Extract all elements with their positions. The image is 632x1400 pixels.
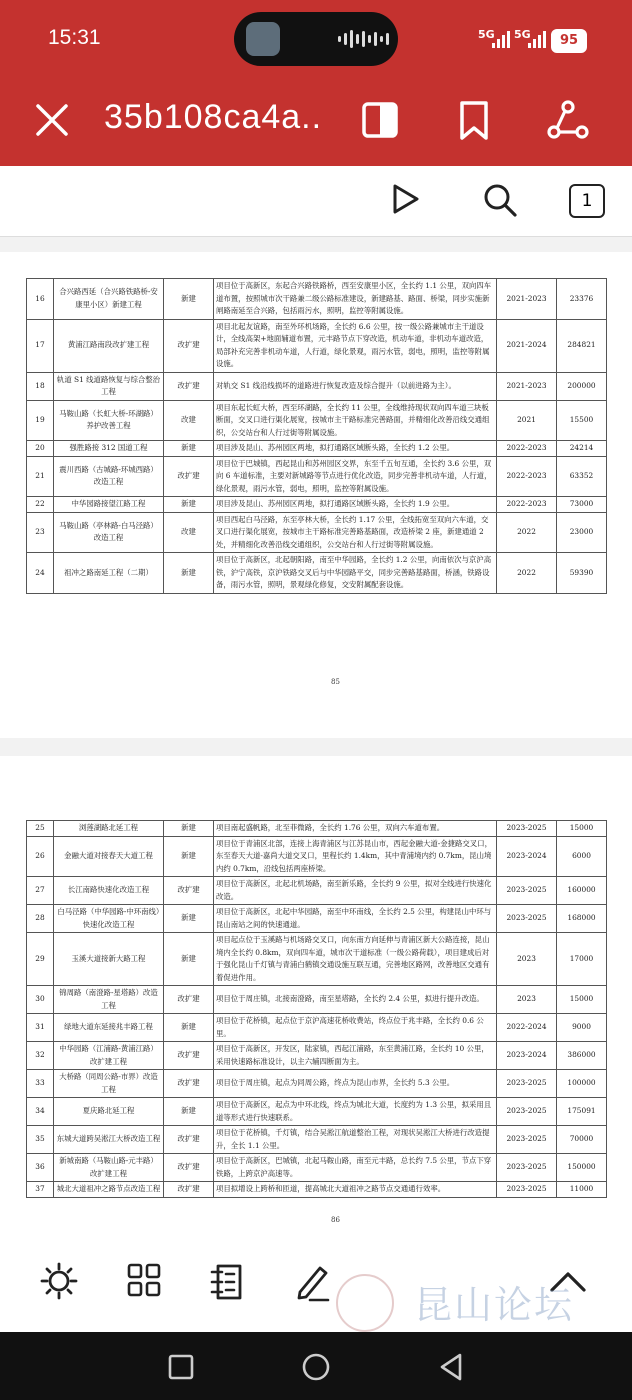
project-name-cell: 金融大道对接春天大道工程 bbox=[54, 836, 164, 877]
reading-mode-icon[interactable] bbox=[358, 98, 402, 142]
row-number-cell: 34 bbox=[27, 1098, 54, 1126]
project-description-cell: 项目位于花桥镇，起点位于京沪高速花桥收费站，终点位于兆丰路，全长约 0.6 公里。 bbox=[214, 1014, 497, 1042]
investment-amount-cell: 284821 bbox=[557, 319, 607, 372]
project-description-cell: 项目位于周庄镇，北接南澄路，南至星塔路，全长约 2.4 公里，拟进行提升改造。 bbox=[214, 986, 497, 1014]
project-description-cell: 项目位于花桥镇，千灯镇，结合吴淞江航道整治工程，对现状吴淞江大桥进行改造提升，全长 1.1 公里。 bbox=[214, 1126, 497, 1154]
construction-type-cell: 改扩建 bbox=[164, 456, 214, 497]
row-number-cell: 32 bbox=[27, 1042, 54, 1070]
recent-apps-icon[interactable] bbox=[168, 1354, 194, 1380]
table-row bbox=[27, 512, 607, 553]
table-row bbox=[27, 821, 607, 837]
project-name-cell: 长江南路快速化改造工程 bbox=[54, 877, 164, 905]
construction-type-cell: 新建 bbox=[164, 1098, 214, 1126]
table-row bbox=[27, 456, 607, 497]
project-name-cell: 合兴路西延（合兴路铁路桥-安康里小区）新建工程 bbox=[54, 279, 164, 320]
thumbnails-grid-icon[interactable] bbox=[126, 1262, 162, 1298]
project-description-cell: 项目位于高新区，开发区，陆家镇，西起江浦路，东至黄浦江路，全长约 10 公里，采用快速路标准设计，以主六辅四断面为主。 bbox=[214, 1042, 497, 1070]
row-number-cell: 28 bbox=[27, 905, 54, 933]
document-page-86 bbox=[0, 756, 632, 1236]
construction-type-cell: 新建 bbox=[164, 836, 214, 877]
row-number-cell: 30 bbox=[27, 986, 54, 1014]
construction-type-cell: 新建 bbox=[164, 905, 214, 933]
construction-type-cell: 新建 bbox=[164, 553, 214, 594]
table-row bbox=[27, 279, 607, 320]
construction-period-cell: 2023-2025 bbox=[497, 1126, 557, 1154]
investment-amount-cell: 24214 bbox=[557, 441, 607, 457]
project-name-cell: 中华园路接望江路工程 bbox=[54, 497, 164, 513]
row-number-cell: 31 bbox=[27, 1014, 54, 1042]
construction-period-cell: 2021-2023 bbox=[497, 279, 557, 320]
construction-period-cell: 2022 bbox=[497, 553, 557, 594]
project-name-cell: 祖冲之路南延工程（二期） bbox=[54, 553, 164, 594]
investment-amount-cell: 175091 bbox=[557, 1098, 607, 1126]
row-number-cell: 24 bbox=[27, 553, 54, 594]
table-row bbox=[27, 933, 607, 986]
construction-period-cell: 2022-2023 bbox=[497, 441, 557, 457]
share-icon[interactable] bbox=[546, 98, 590, 142]
construction-type-cell: 改扩建 bbox=[164, 1182, 214, 1198]
row-number-cell: 21 bbox=[27, 456, 54, 497]
construction-period-cell: 2023-2025 bbox=[497, 1182, 557, 1198]
project-name-cell: 轨道 S1 线道路恢复与综合整治工程 bbox=[54, 372, 164, 400]
row-number-cell: 35 bbox=[27, 1126, 54, 1154]
investment-amount-cell: 386000 bbox=[557, 1042, 607, 1070]
construction-type-cell: 改扩建 bbox=[164, 986, 214, 1014]
construction-period-cell: 2023-2025 bbox=[497, 821, 557, 837]
construction-type-cell: 新建 bbox=[164, 497, 214, 513]
document-title: 35b108ca4a.. bbox=[104, 98, 323, 136]
row-number-cell: 17 bbox=[27, 319, 54, 372]
construction-period-cell: 2022-2023 bbox=[497, 497, 557, 513]
status-time: 15:31 bbox=[48, 26, 101, 49]
project-description-cell: 项目位于高新区，北起朝阳路，南至中华园路，全长约 1.2 公里，向南依次与京沪高铁，沪宁高铁，京沪铁路交叉后与中华园路平交，同步完善路基路面，桥涵，铁路设备，雨污水管，照明，景观绿化修复，交安附属配套设施。 bbox=[214, 553, 497, 594]
projects-table-page-85 bbox=[26, 278, 607, 594]
audio-wave-icon bbox=[338, 29, 389, 49]
system-navigation-bar bbox=[0, 1332, 632, 1400]
table-row bbox=[27, 497, 607, 513]
status-bar bbox=[0, 0, 632, 80]
construction-period-cell: 2022-2023 bbox=[497, 456, 557, 497]
construction-period-cell: 2022 bbox=[497, 512, 557, 553]
investment-amount-cell: 6000 bbox=[557, 836, 607, 877]
table-row bbox=[27, 877, 607, 905]
table-row bbox=[27, 441, 607, 457]
battery-icon: 95 bbox=[551, 29, 587, 53]
investment-amount-cell: 200000 bbox=[557, 372, 607, 400]
row-number-cell: 19 bbox=[27, 400, 54, 441]
project-description-cell: 项目位于高新区，东起合兴路铁路桥，西至安康里小区，全长约 1.1 公里，双向四车道布置，按照城市次干路兼二级公路标准建设，新建路基、路面、桥梁，同步实施新闸路南延至合兴路，包括雨污水，照明，监控等附属设施。 bbox=[214, 279, 497, 320]
row-number-cell: 37 bbox=[27, 1182, 54, 1198]
project-name-cell: 夏庆路北延工程 bbox=[54, 1098, 164, 1126]
projects-table-page-86 bbox=[26, 820, 607, 1198]
project-description-cell: 项目拟增设上跨桥和匝道，提高城北大道祖冲之路节点交通通行效率。 bbox=[214, 1182, 497, 1198]
search-icon[interactable] bbox=[482, 182, 518, 218]
project-name-cell: 玉溪大道接新大路工程 bbox=[54, 933, 164, 986]
project-name-cell: 白马泾路（中华园路-中环南线）快速化改造工程 bbox=[54, 905, 164, 933]
table-row bbox=[27, 319, 607, 372]
construction-type-cell: 新建 bbox=[164, 821, 214, 837]
construction-period-cell: 2023-2025 bbox=[497, 1070, 557, 1098]
table-row bbox=[27, 1154, 607, 1182]
construction-period-cell: 2023 bbox=[497, 986, 557, 1014]
page-indicator-button[interactable]: 1 bbox=[569, 184, 605, 218]
annotate-pen-icon[interactable] bbox=[294, 1262, 332, 1302]
project-name-cell: 大桥路（同周公路-市界）改造工程 bbox=[54, 1070, 164, 1098]
construction-period-cell: 2021-2024 bbox=[497, 319, 557, 372]
project-description-cell: 项目西起白马泾路，东至亭林大桥，全长约 1.17 公里，全线拓宽至双向六车道，交叉口进行渠化展宽，按城市主干路标准完善路基路面，改造桥梁 2 座，新建通道 2 处，并精细化改善沿线交通组织，公交站台和人行过街等附属设施。 bbox=[214, 512, 497, 553]
row-number-cell: 23 bbox=[27, 512, 54, 553]
construction-type-cell: 新建 bbox=[164, 1014, 214, 1042]
project-description-cell: 项目涉及昆山、苏州园区两地，拟打通路区域断头路，全长约 1.9 公里。 bbox=[214, 497, 497, 513]
table-row bbox=[27, 1182, 607, 1198]
signal-strength-icon-2 bbox=[528, 30, 546, 48]
project-name-cell: 东城大道跨吴淞江大桥改造工程 bbox=[54, 1126, 164, 1154]
investment-amount-cell: 15000 bbox=[557, 821, 607, 837]
table-row bbox=[27, 372, 607, 400]
table-row bbox=[27, 1098, 607, 1126]
construction-type-cell: 改扩建 bbox=[164, 1070, 214, 1098]
investment-amount-cell: 73000 bbox=[557, 497, 607, 513]
row-number-cell: 26 bbox=[27, 836, 54, 877]
investment-amount-cell: 23376 bbox=[557, 279, 607, 320]
investment-amount-cell: 15500 bbox=[557, 400, 607, 441]
construction-period-cell: 2021-2023 bbox=[497, 372, 557, 400]
project-name-cell: 强胜路接 312 国道工程 bbox=[54, 441, 164, 457]
construction-period-cell: 2023-2025 bbox=[497, 905, 557, 933]
construction-type-cell: 改扩建 bbox=[164, 319, 214, 372]
row-number-cell: 18 bbox=[27, 372, 54, 400]
project-description-cell: 项目位于周庄镇，起点为同周公路，终点为昆山市界，全长约 5.3 公里。 bbox=[214, 1070, 497, 1098]
construction-type-cell: 新建 bbox=[164, 279, 214, 320]
construction-period-cell: 2023-2025 bbox=[497, 1098, 557, 1126]
project-description-cell: 项目位于高新区，北起中华园路，南至中环南线，全长约 2.5 公里，构建昆山中环与昆山南站之间的快速通道。 bbox=[214, 905, 497, 933]
project-name-cell: 马鞍山路（亭林路-白马泾路）改造工程 bbox=[54, 512, 164, 553]
project-description-cell: 项目北起友谊路，南至外环机场路，全长约 6.6 公里，按一级公路兼城市主干道设计，全线高架+地面辅道布置，元丰路节点下穿改造，机动车道，非机动车道改造，局部补充完善非机动车道，人行道，绿化景观，雨污水管，弱电，照明，监控等附属设施。 bbox=[214, 319, 497, 372]
construction-period-cell: 2022-2024 bbox=[497, 1014, 557, 1042]
project-description-cell: 项目起点位于玉溪路与机场路交叉口，向东南方向延伸与青浦区新大公路连接，昆山境内全长约 0.8km，双向四车道，城市次干道标准（一级公路荷载），项目建成后对于强化昆山千灯镇与青浦白鹤镇交通设施互联互通，完善地区路网，改善地区交通有着促进作用。 bbox=[214, 933, 497, 986]
construction-period-cell: 2021 bbox=[497, 400, 557, 441]
forum-watermark bbox=[336, 1272, 632, 1332]
row-number-cell: 25 bbox=[27, 821, 54, 837]
row-number-cell: 27 bbox=[27, 877, 54, 905]
construction-period-cell: 2023-2024 bbox=[497, 836, 557, 877]
construction-type-cell: 改扩建 bbox=[164, 877, 214, 905]
table-row bbox=[27, 1126, 607, 1154]
investment-amount-cell: 15000 bbox=[557, 986, 607, 1014]
table-row bbox=[27, 1014, 607, 1042]
investment-amount-cell: 11000 bbox=[557, 1182, 607, 1198]
project-description-cell: 项目位于青浦区北部，连接上海青浦区与江苏昆山市，西起金融大道-金捷路交叉口，东至春天大道-嘉尚大道交叉口，里程长约 1.4km，其中青浦境内约 0.7km，昆山境内约 0.7km，沿线包括两座桥梁。 bbox=[214, 836, 497, 877]
investment-amount-cell: 63352 bbox=[557, 456, 607, 497]
investment-amount-cell: 168000 bbox=[557, 905, 607, 933]
construction-type-cell: 新建 bbox=[164, 441, 214, 457]
table-row bbox=[27, 553, 607, 594]
investment-amount-cell: 9000 bbox=[557, 1014, 607, 1042]
construction-period-cell: 2023-2025 bbox=[497, 1154, 557, 1182]
construction-type-cell: 改建 bbox=[164, 512, 214, 553]
investment-amount-cell: 100000 bbox=[557, 1070, 607, 1098]
investment-amount-cell: 23000 bbox=[557, 512, 607, 553]
close-icon[interactable] bbox=[30, 98, 74, 142]
brightness-icon[interactable] bbox=[40, 1262, 78, 1300]
network-5g-label-2: 5G bbox=[514, 28, 531, 41]
row-number-cell: 36 bbox=[27, 1154, 54, 1182]
construction-type-cell: 改扩建 bbox=[164, 1154, 214, 1182]
bookmark-icon[interactable] bbox=[452, 98, 496, 142]
table-row bbox=[27, 1070, 607, 1098]
home-icon[interactable] bbox=[301, 1352, 331, 1382]
investment-amount-cell: 160000 bbox=[557, 877, 607, 905]
play-icon[interactable] bbox=[388, 182, 422, 216]
row-number-cell: 20 bbox=[27, 441, 54, 457]
project-description-cell: 项目东起长虹大桥，西至环湖路，全长约 11 公里，全线维持现状双向四车道三块板断面，交叉口进行渠化展宽，按城市主干路标准完善路面，并精细化改善沿线交通组织，公交站台和人行过街等附属设施。 bbox=[214, 400, 497, 441]
watermark-text: 昆山论坛 bbox=[414, 1283, 575, 1327]
row-number-cell: 22 bbox=[27, 497, 54, 513]
project-name-cell: 新城南路（马鞍山路-元丰路）改扩建工程 bbox=[54, 1154, 164, 1182]
row-number-cell: 33 bbox=[27, 1070, 54, 1098]
construction-period-cell: 2023-2024 bbox=[497, 1042, 557, 1070]
page-number: 86 bbox=[331, 1216, 340, 1224]
project-name-cell: 中华园路（江浦路-黄浦江路）改扩建工程 bbox=[54, 1042, 164, 1070]
watermark-logo bbox=[336, 1274, 394, 1332]
project-description-cell: 项目位于巴城镇，西起昆山和苏州园区交界，东至千五旬互通，全长约 3.6 公里，双向 6 车道标准，主要对新城路等节点进行优化改造，同步完善非机动车道，人行道，绿化景观，雨污水管，弱电，照明，监控等附属设施。 bbox=[214, 456, 497, 497]
investment-amount-cell: 150000 bbox=[557, 1154, 607, 1182]
construction-type-cell: 改建 bbox=[164, 400, 214, 441]
investment-amount-cell: 59390 bbox=[557, 553, 607, 594]
table-row bbox=[27, 986, 607, 1014]
project-name-cell: 黄浦江路南段改扩建工程 bbox=[54, 319, 164, 372]
project-name-cell: 锦周路（南澄路-星塔路）改造工程 bbox=[54, 986, 164, 1014]
investment-amount-cell: 70000 bbox=[557, 1126, 607, 1154]
row-number-cell: 16 bbox=[27, 279, 54, 320]
network-5g-label: 5G bbox=[478, 28, 495, 41]
document-page-85 bbox=[0, 252, 632, 738]
table-row bbox=[27, 836, 607, 877]
page-number: 85 bbox=[331, 678, 340, 686]
project-name-cell: 浏莲湖路北延工程 bbox=[54, 821, 164, 837]
construction-period-cell: 2023 bbox=[497, 933, 557, 986]
construction-type-cell: 改扩建 bbox=[164, 1042, 214, 1070]
construction-period-cell: 2023-2025 bbox=[497, 877, 557, 905]
project-description-cell: 项目位于高新区，起点为中环北线，终点为城北大道，长度约为 1.3 公里，拟采用且道等形式进行快速联系。 bbox=[214, 1098, 497, 1126]
table-row bbox=[27, 1042, 607, 1070]
back-icon[interactable] bbox=[438, 1352, 464, 1382]
table-row bbox=[27, 400, 607, 441]
construction-type-cell: 改扩建 bbox=[164, 372, 214, 400]
construction-type-cell: 新建 bbox=[164, 933, 214, 986]
project-description-cell: 项目位于高新区，北起北机场路，南至新乐路，全长约 9 公里，拟对全线进行快速化改造。 bbox=[214, 877, 497, 905]
table-of-contents-icon[interactable] bbox=[208, 1262, 246, 1302]
project-name-cell: 震川西路（古城路-环城西路）改造工程 bbox=[54, 456, 164, 497]
app-header bbox=[0, 80, 632, 166]
music-app-icon bbox=[246, 22, 280, 56]
investment-amount-cell: 17000 bbox=[557, 933, 607, 986]
project-name-cell: 绿地大道东延接兆丰路工程 bbox=[54, 1014, 164, 1042]
project-name-cell: 马鞍山路（长虹大桥-环湖路）养护改善工程 bbox=[54, 400, 164, 441]
project-description-cell: 对轨交 S1 线沿线损坏的道路进行恢复改造及综合提升（以前进路为主）。 bbox=[214, 372, 497, 400]
construction-type-cell: 改扩建 bbox=[164, 1126, 214, 1154]
row-number-cell: 29 bbox=[27, 933, 54, 986]
document-toolbar bbox=[0, 166, 632, 237]
dynamic-island[interactable] bbox=[234, 12, 398, 66]
project-description-cell: 项目位于高新区，巴城镇，北起马鞍山路，南至元丰路，总长约 7.5 公里，节点下穿铁路，上跨京沪高速等。 bbox=[214, 1154, 497, 1182]
table-row bbox=[27, 905, 607, 933]
project-name-cell: 城北大道祖冲之路节点改造工程 bbox=[54, 1182, 164, 1198]
signal-strength-icon bbox=[492, 30, 510, 48]
project-description-cell: 项目涉及昆山、苏州园区两地，拟打通路区域断头路，全长约 1.2 公里。 bbox=[214, 441, 497, 457]
project-description-cell: 项目南起盛帆路，北至菲微路，全长约 1.76 公里，双向六车道布置。 bbox=[214, 821, 497, 837]
